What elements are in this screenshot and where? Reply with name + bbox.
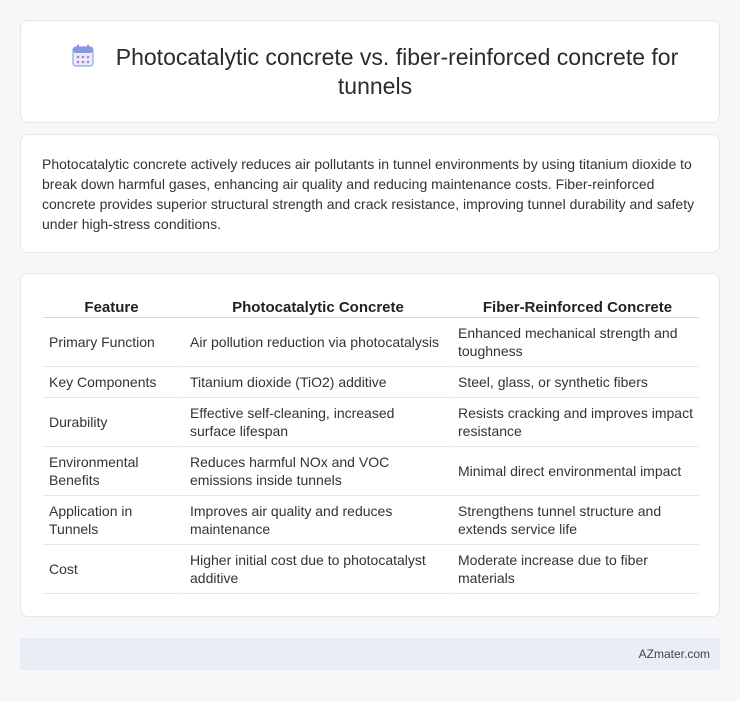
summary-paragraph: Photocatalytic concrete actively reduces air pollutants in tunnel environments by using titanium dioxide to break down harmful gases, enhancing air quality and reducing maintenance costs. Fiber-reinforced concrete provides superior structural strength and crack resistance, improving tunnel durability and safety under high-stress conditions. [42, 156, 695, 232]
header-fiber-reinforced: Fiber-Reinforced Concrete [448, 294, 699, 318]
row-fiber-reinforced: Enhanced mechanical strength and toughness [448, 318, 699, 367]
calendar-icon [72, 44, 94, 68]
title-card [20, 20, 720, 123]
row-fiber-reinforced: Moderate increase due to fiber materials [448, 545, 699, 594]
row-feature: Environmental Benefits [43, 447, 180, 496]
row-fiber-reinforced: Resists cracking and improves impact resistance [448, 398, 699, 447]
summary-card [20, 134, 720, 253]
comparison-card [20, 273, 720, 617]
row-fiber-reinforced: Minimal direct environmental impact [448, 447, 699, 496]
row-fiber-reinforced: Strengthens tunnel structure and extends service life [448, 496, 699, 545]
table-row [43, 367, 699, 398]
row-photocatalytic: Higher initial cost due to photocatalyst additive [180, 545, 448, 594]
table-row [43, 496, 699, 545]
row-photocatalytic: Air pollution reduction via photocatalysis [180, 318, 448, 367]
table-row [43, 447, 699, 496]
header-feature: Feature [43, 294, 180, 318]
page-title [51, 43, 699, 101]
row-feature: Application in Tunnels [43, 496, 180, 545]
row-feature: Cost [43, 545, 180, 594]
header-photocatalytic: Photocatalytic Concrete [180, 294, 448, 318]
page-title-text: Photocatalytic concrete vs. fiber-reinforced concrete for tunnels [115, 44, 679, 99]
table-row [43, 318, 699, 367]
comparison-table [43, 294, 699, 594]
row-feature: Key Components [43, 367, 180, 398]
footer-bar [20, 638, 720, 670]
row-photocatalytic: Reduces harmful NOx and VOC emissions inside tunnels [180, 447, 448, 496]
row-photocatalytic: Effective self-cleaning, increased surface lifespan [180, 398, 448, 447]
row-fiber-reinforced: Steel, glass, or synthetic fibers [448, 367, 699, 398]
row-feature: Durability [43, 398, 180, 447]
table-header-row [43, 294, 699, 318]
table-row [43, 398, 699, 447]
row-photocatalytic: Improves air quality and reduces maintenance [180, 496, 448, 545]
row-photocatalytic: Titanium dioxide (TiO2) additive [180, 367, 448, 398]
footer-site-link[interactable]: AZmater.com [638, 647, 710, 661]
row-feature: Primary Function [43, 318, 180, 367]
table-row [43, 545, 699, 594]
